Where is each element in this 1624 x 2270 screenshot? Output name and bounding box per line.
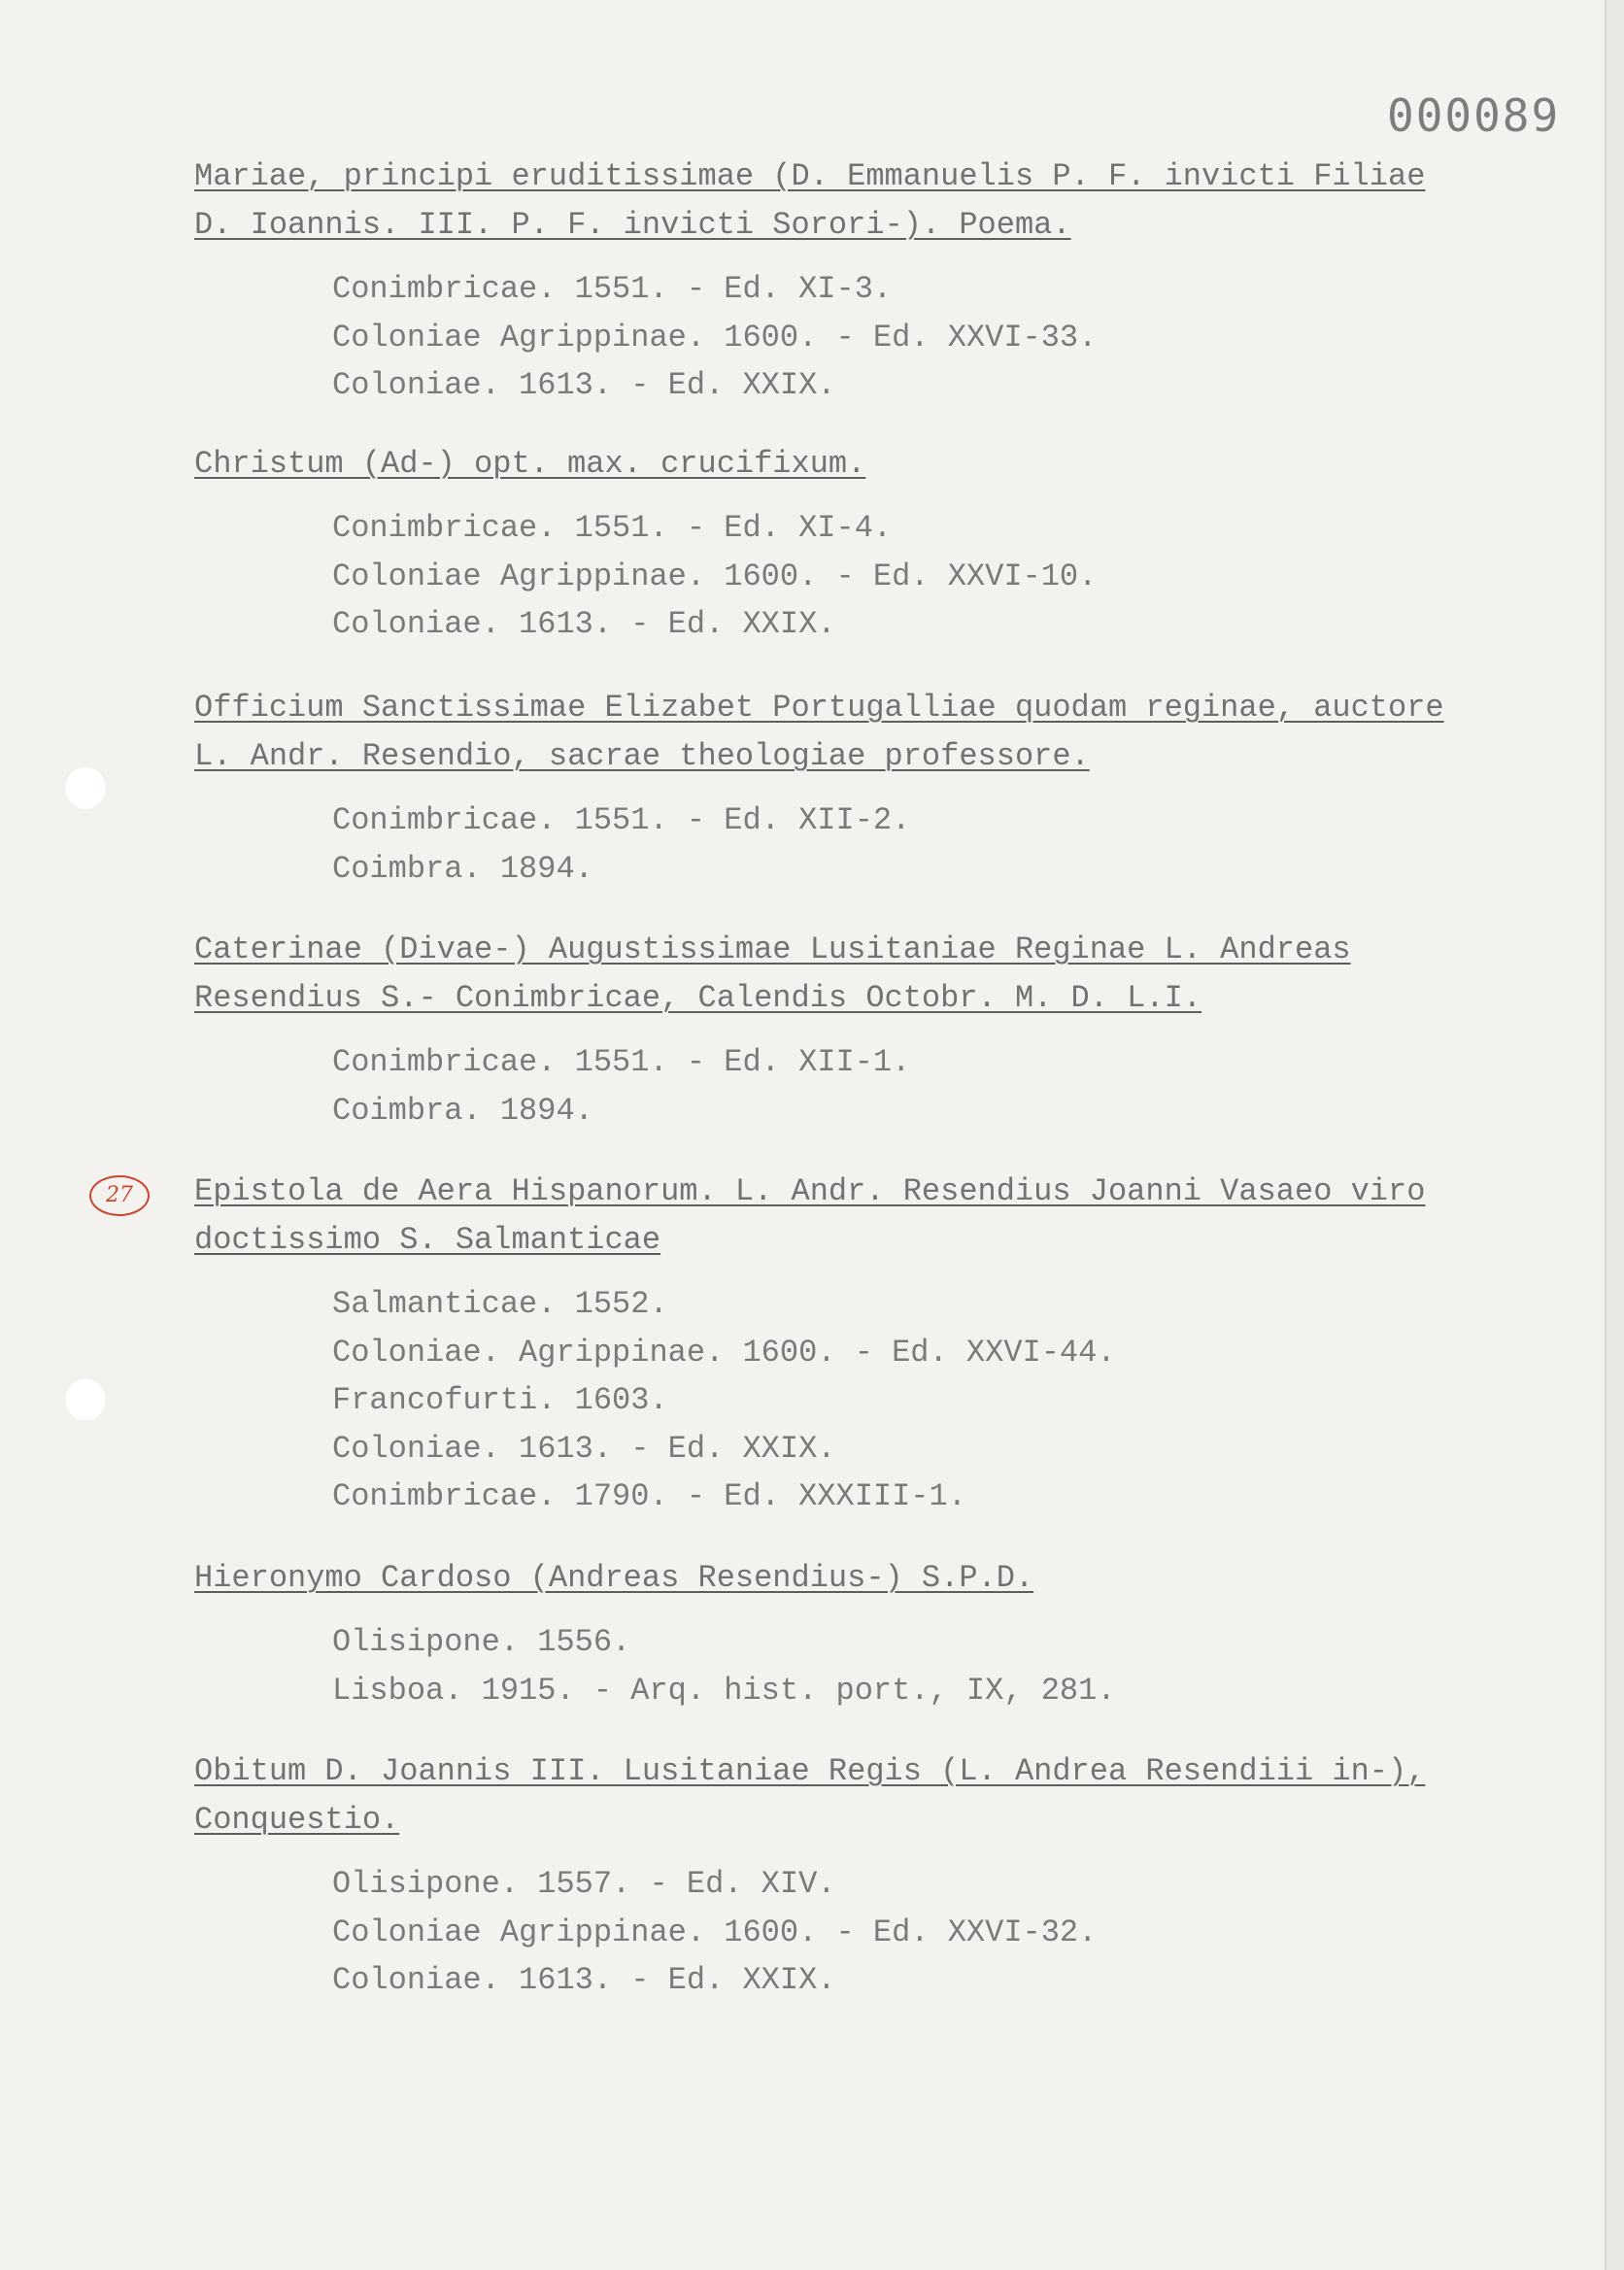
catalog-entry — [194, 926, 1554, 1135]
entry-heading: doctissimo S. Salmanticae — [194, 1222, 661, 1258]
edition-line: Coloniae Agrippinae. 1600. - Ed. XXVI-32. — [332, 1914, 1098, 1950]
edition-list — [194, 1280, 1554, 1521]
catalog-entry — [194, 1747, 1554, 2005]
entry-heading: Epistola de Aera Hispanorum. L. Andr. Resendius Joanni Vasaeo viro — [194, 1173, 1426, 1209]
edition-line: Coloniae. 1613. - Ed. XXIX. — [332, 1962, 836, 1998]
edition-line: Coloniae. 1613. - Ed. XXIX. — [332, 606, 836, 642]
edition-list — [194, 1618, 1554, 1714]
edition-line: Coimbra. 1894. — [332, 850, 593, 887]
edition-line: Conimbricae. 1551. - Ed. XII-1. — [332, 1044, 911, 1080]
catalog-entry — [194, 1554, 1554, 1714]
entry-heading: Officium Sanctissimae Elizabet Portugalliae quodam reginae, auctore — [194, 690, 1444, 726]
entry-heading: D. Ioannis. III. P. F. invicti Sorori-). Poema. — [194, 207, 1071, 243]
edition-line: Coloniae. Agrippinae. 1600. - Ed. XXVI-44. — [332, 1334, 1116, 1371]
punch-hole-bottom — [64, 1377, 107, 1422]
catalog-entry — [194, 152, 1554, 410]
edition-line: Lisboa. 1915. - Arq. hist. port., IX, 281. — [332, 1672, 1116, 1709]
entry-heading: Hieronymo Cardoso (Andreas Resendius-) S.P.D. — [194, 1560, 1034, 1596]
edition-line: Conimbricae. 1551. - Ed. XI-3. — [332, 271, 893, 307]
catalog-entry — [194, 684, 1554, 893]
handwritten-entry-number: 27 — [89, 1175, 150, 1216]
entry-heading: Mariae, principi eruditissimae (D. Emmanuelis P. F. invicti Filiae — [194, 158, 1426, 194]
edition-line: Olisipone. 1557. - Ed. XIV. — [332, 1866, 836, 1902]
edition-list — [194, 265, 1554, 410]
entry-heading: Christum (Ad-) opt. max. crucifixum. — [194, 446, 866, 482]
entry-heading: Conquestio. — [194, 1802, 400, 1838]
catalog-entry — [194, 440, 1554, 649]
edition-line: Coloniae. 1613. - Ed. XXIX. — [332, 367, 836, 403]
edition-line: Conimbricae. 1551. - Ed. XII-2. — [332, 802, 911, 838]
edition-line: Coimbra. 1894. — [332, 1092, 593, 1129]
edition-line: Olisipone. 1556. — [332, 1624, 631, 1660]
edition-list — [194, 1860, 1554, 2005]
entry-heading: L. Andr. Resendio, sacrae theologiae professore. — [194, 738, 1090, 774]
page-number: 000089 — [1387, 89, 1561, 142]
edition-line: Francofurti. 1603. — [332, 1382, 668, 1418]
edition-line: Coloniae. 1613. - Ed. XXIX. — [332, 1430, 836, 1467]
edition-line: Coloniae Agrippinae. 1600. - Ed. XXVI-10. — [332, 558, 1098, 594]
catalog-entry — [194, 1168, 1554, 1521]
entry-heading: Caterinae (Divae-) Augustissimae Lusitaniae Reginae L. Andreas — [194, 932, 1351, 967]
edition-line: Salmanticae. 1552. — [332, 1286, 668, 1322]
edition-line: Conimbricae. 1790. - Ed. XXXIII-1. — [332, 1478, 966, 1514]
edition-list — [194, 504, 1554, 649]
punch-hole-top — [64, 765, 107, 810]
edition-list — [194, 796, 1554, 893]
edition-line: Conimbricae. 1551. - Ed. XI-4. — [332, 510, 893, 546]
entry-heading: Obitum D. Joannis III. Lusitaniae Regis (L. Andrea Resendiii in-), — [194, 1753, 1426, 1789]
entry-heading: Resendius S.- Conimbricae, Calendis Octobr. M. D. L.I. — [194, 980, 1201, 1016]
edition-list — [194, 1038, 1554, 1135]
edition-line: Coloniae Agrippinae. 1600. - Ed. XXVI-33. — [332, 319, 1098, 356]
